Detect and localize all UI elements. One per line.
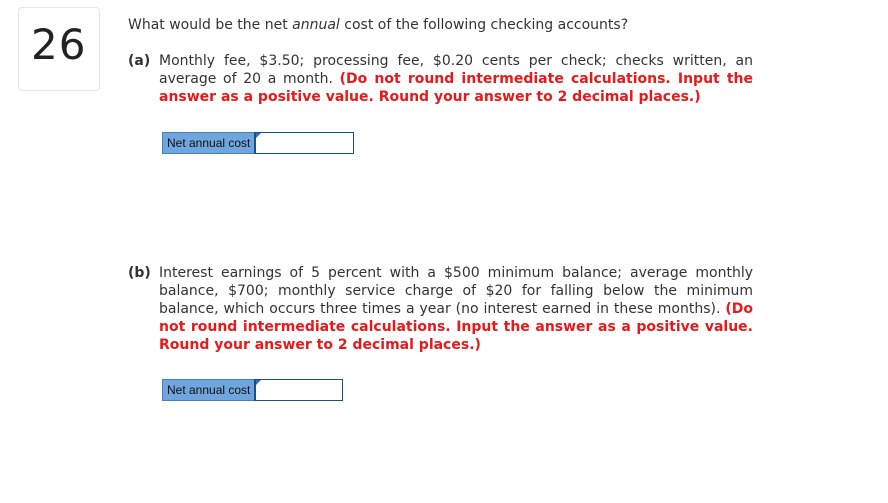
question-prefix: What would be the net [128,17,293,33]
part-a-text: Monthly fee, $3.50; processing fee, $0.20 cents per check; checks written, an average of 20 a month. [159,53,753,87]
part-a-input-wrap [255,132,354,154]
part-a-label: (a) [128,53,151,69]
question-number: 26 [31,20,87,69]
part-a [128,52,753,106]
part-b-instruction: (Do not round intermediate calculations. Input the answer as a positive value. Round your answer to 2 decimal places.) [159,301,753,353]
part-b [128,264,753,354]
question-prompt [128,16,628,34]
part-a-instruction: (Do not round intermediate calculations. Input the answer as a positive value. Round your answer to 2 decimal places.) [159,71,754,105]
question-emphasis: annual [292,17,340,33]
part-b-text: Interest earnings of 5 percent with a $500 minimum balance; average monthly balance, $700; monthly service charge of $20 for falling below the minimum balance, which occurs three times a year (no interest earned in these months). [159,265,753,317]
part-b-input-wrap [255,379,343,401]
part-a-answer-label: Net annual cost [162,132,255,154]
part-a-answer-row [162,132,354,154]
part-b-body [159,264,753,354]
question-suffix: cost of the following checking accounts? [339,17,629,33]
part-b-answer-row [162,379,343,401]
part-b-net-annual-cost-input[interactable] [254,379,343,401]
part-b-label: (b) [128,265,151,281]
part-a-net-annual-cost-input[interactable] [254,132,354,154]
part-b-answer-label: Net annual cost [162,379,255,401]
part-a-body [159,52,753,106]
